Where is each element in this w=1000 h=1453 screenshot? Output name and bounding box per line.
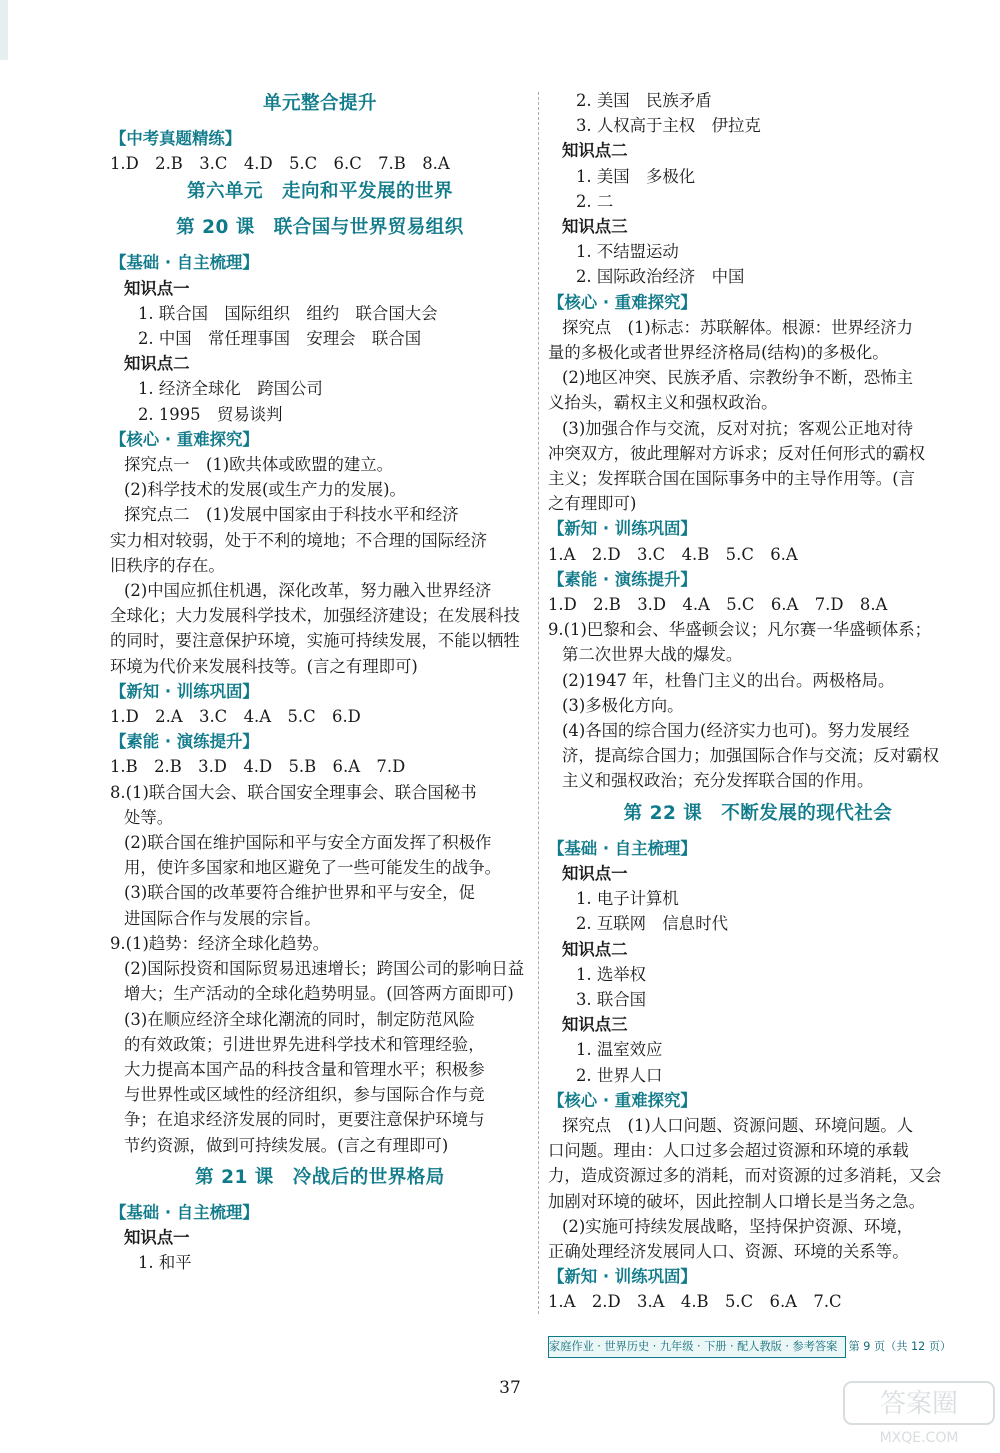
lesson-heading: 第六单元 走向和平发展的世界 xyxy=(186,181,453,203)
section-label: 【核心 · 重难探究】 xyxy=(548,1090,697,1110)
answer-line: 正确处理经济发展同人口、资源、环境的关系等。 xyxy=(548,1241,909,1261)
answer-line: 旧秩序的存在。 xyxy=(110,555,225,575)
answer-line: 9.(1)趋势：经济全球化趋势。 xyxy=(110,933,330,953)
answer-line: 探究点二 (1)发展中国家由于科技水平和经济 xyxy=(124,505,459,525)
answer-line: (3)联合国的改革要符合维护世界和平与安全，促 xyxy=(124,883,476,903)
answer-line: 增大；生产活动的全球化趋势明显。(回答两方面即可) xyxy=(124,984,514,1004)
answer-line: 大力提高本国产品的科技含量和管理水平；积极参 xyxy=(124,1059,485,1079)
answer-line: 用，使许多国家和地区避免了一些可能发生的战争。 xyxy=(124,858,501,878)
answer-line: 实力相对较弱，处于不利的境地；不合理的国际经济 xyxy=(110,530,487,550)
answer-line: 2. 二 xyxy=(576,191,614,211)
answer-line: 2. 1995 贸易谈判 xyxy=(138,404,283,424)
section-label: 【素能 · 演练提升】 xyxy=(548,569,697,589)
footer-info-bar: 家庭作业 · 世界历史 · 九年级 · 下册 · 配人教版 · 参考答案 第 9 页（共 12 页） xyxy=(548,1336,846,1358)
answer-line: 探究点一 (1)欧共体或欧盟的建立。 xyxy=(124,455,394,475)
watermark-domain: MXQE.COM xyxy=(879,1430,959,1446)
answer-line: 主义；发挥联合国在国际事务中的主导作用等。(言 xyxy=(548,469,915,489)
section-label: 【新知 · 训练巩固】 xyxy=(548,1267,697,1287)
answer-line: 环境为代价来发展科技等。(言之有理即可) xyxy=(110,656,418,676)
answer-line: 第二次世界大战的爆发。 xyxy=(562,645,743,665)
answer-line: 的有效政策；引进世界先进科学技术和管理经验， xyxy=(124,1034,485,1054)
answer-line: (2)1947 年，杜鲁门主义的出台。两极格局。 xyxy=(562,670,895,690)
section-label: 【基础 · 自主梳理】 xyxy=(110,253,259,273)
answer-line: 1.A 2.D 3.C 4.B 5.C 6.A xyxy=(548,544,798,564)
section-label: 【核心 · 重难探究】 xyxy=(110,429,259,449)
answer-line: 争；在追求经济发展的同时，更要注意保护环境与 xyxy=(124,1110,485,1130)
answer-line: 1. 电子计算机 xyxy=(576,889,679,909)
knowledge-point-label: 知识点一 xyxy=(124,1227,190,1247)
answer-line: 1.A 2.D 3.A 4.B 5.C 6.A 7.C xyxy=(548,1292,842,1312)
answer-line: 进国际合作与发展的宗旨。 xyxy=(124,908,321,928)
answer-line: 1. 选举权 xyxy=(576,964,647,984)
answer-line: (2)联合国在维护国际和平与安全方面发挥了积极作 xyxy=(124,833,492,853)
answer-line: 2. 国际政治经济 中国 xyxy=(576,267,745,287)
answer-line: 处等。 xyxy=(124,807,174,827)
answer-line: 口问题。理由：人口过多会超过资源和环境的承载 xyxy=(548,1141,909,1161)
answer-line: (2)中国应抓住机遇，深化改革，努力融入世界经济 xyxy=(124,581,492,601)
answer-line: 2. 美国 民族矛盾 xyxy=(576,91,712,110)
right-column xyxy=(548,88,968,1315)
watermark-logo xyxy=(842,1378,998,1450)
lesson-heading: 第 21 课 冷战后的世界格局 xyxy=(195,1166,445,1188)
answer-line: (2)科学技术的发展(或生产力的发展)。 xyxy=(124,480,406,500)
answer-line: 1. 和平 xyxy=(138,1253,192,1273)
answer-line: 济，提高综合国力；加强国际合作与交流；反对霸权 xyxy=(562,746,939,766)
answer-line: 的同时，要注意保护环境，实施可持续发展，不能以牺牲 xyxy=(110,631,520,651)
answer-line: 加剧对环境的破坏，因此控制人口增长是当务之急。 xyxy=(548,1191,925,1211)
answer-line: (3)在顺应经济全球化潮流的同时，制定防范风险 xyxy=(124,1009,476,1029)
knowledge-point-label: 知识点三 xyxy=(562,1015,628,1035)
knowledge-point-label: 知识点二 xyxy=(562,939,628,959)
answer-line: 3. 人权高于主权 伊拉克 xyxy=(576,116,761,136)
left-column xyxy=(110,88,530,1275)
answer-line: 2. 世界人口 xyxy=(576,1065,663,1085)
answer-line: 9.(1)巴黎和会、华盛顿会议；凡尔赛一华盛顿体系； xyxy=(548,620,932,640)
answer-line: 1.D 2.B 3.D 4.A 5.C 6.A 7.D 8.A xyxy=(548,595,888,615)
knowledge-point-label: 知识点二 xyxy=(124,354,190,374)
answer-line: 8.(1)联合国大会、联合国安全理事会、联合国秘书 xyxy=(110,782,477,802)
page-number: 37 xyxy=(499,1378,521,1398)
answer-line: (3)多极化方向。 xyxy=(562,695,684,715)
knowledge-point-label: 知识点二 xyxy=(562,141,628,161)
answer-line: 1. 经济全球化 跨国公司 xyxy=(138,379,323,399)
answer-line: 主义和强权政治；充分发挥联合国的作用。 xyxy=(562,771,874,791)
answer-line: 1.D 2.A 3.C 4.A 5.C 6.D xyxy=(110,707,361,727)
section-label: 【素能 · 演练提升】 xyxy=(110,732,259,752)
section-label: 【新知 · 训练巩固】 xyxy=(548,519,697,539)
answer-line: (3)加强合作与交流，反对对抗；客观公正地对待 xyxy=(562,418,914,438)
answer-line: 节约资源，做到可持续发展。(言之有理即可) xyxy=(124,1135,449,1155)
answer-line: 探究点 (1)人口问题、资源问题、环境问题。人 xyxy=(562,1115,914,1135)
answer-line: 1.D 2.B 3.C 4.D 5.C 6.C 7.B 8.A xyxy=(110,154,450,174)
answer-line: 义抬头，霸权主义和强权政治。 xyxy=(548,393,778,413)
answer-line: 力，造成资源过多的消耗，而对资源的过多消耗，又会 xyxy=(548,1166,942,1186)
answer-line: 2. 互联网 信息时代 xyxy=(576,914,728,934)
answer-line: 探究点 (1)标志：苏联解体。根源：世界经济力 xyxy=(562,317,914,337)
section-label: 【中考真题精练】 xyxy=(110,129,242,148)
page-edge-mark xyxy=(0,0,8,60)
answer-line: 3. 联合国 xyxy=(576,989,647,1009)
answer-line: 量的多极化或者世界经济格局(结构)的多极化。 xyxy=(548,343,889,363)
answer-line: (2)国际投资和国际贸易迅速增长；跨国公司的影响日益 xyxy=(124,959,525,979)
answer-line: 与世界性或区域性的经济组织，参与国际合作与竞 xyxy=(124,1085,485,1105)
answer-line: 全球化；大力发展科学技术，加强经济建设；在发展科技 xyxy=(110,606,520,626)
section-label: 【新知 · 训练巩固】 xyxy=(110,681,259,701)
section-label: 【基础 · 自主梳理】 xyxy=(548,838,697,858)
answer-line: 2. 中国 常任理事国 安理会 联合国 xyxy=(138,329,422,349)
knowledge-point-label: 知识点三 xyxy=(562,217,628,237)
answer-line: 1. 温室效应 xyxy=(576,1040,663,1060)
watermark-text: 答案圈 xyxy=(879,1389,959,1419)
answer-line: 冲突双方，彼此理解对方诉求；反对任何形式的霸权 xyxy=(548,443,925,463)
section-label: 【核心 · 重难探究】 xyxy=(548,292,697,312)
column-divider xyxy=(538,92,539,1314)
knowledge-point-label: 知识点一 xyxy=(124,278,190,298)
answer-line: 之有理即可) xyxy=(548,494,637,514)
answer-line: 1.B 2.B 3.D 4.D 5.B 6.A 7.D xyxy=(110,757,406,777)
knowledge-point-label: 知识点一 xyxy=(562,863,628,883)
lesson-heading: 第 20 课 联合国与世界贸易组织 xyxy=(176,217,464,239)
answer-line: 1. 不结盟运动 xyxy=(576,242,679,262)
answer-line: (2)实施可持续发展战略，坚持保护资源、环境， xyxy=(562,1216,914,1236)
section-label: 【基础 · 自主梳理】 xyxy=(110,1202,259,1222)
lesson-heading: 第 22 课 不断发展的现代社会 xyxy=(623,802,893,824)
lesson-heading: 单元整合提升 xyxy=(262,93,377,114)
answer-line: 1. 美国 多极化 xyxy=(576,166,696,186)
answer-line: 1. 联合国 国际组织 组约 联合国大会 xyxy=(138,303,438,323)
answer-line: (4)各国的综合国力(经济实力也可)。努力发展经 xyxy=(562,721,910,741)
answer-line: (2)地区冲突、民族矛盾、宗教纷争不断，恐怖主 xyxy=(562,368,914,388)
